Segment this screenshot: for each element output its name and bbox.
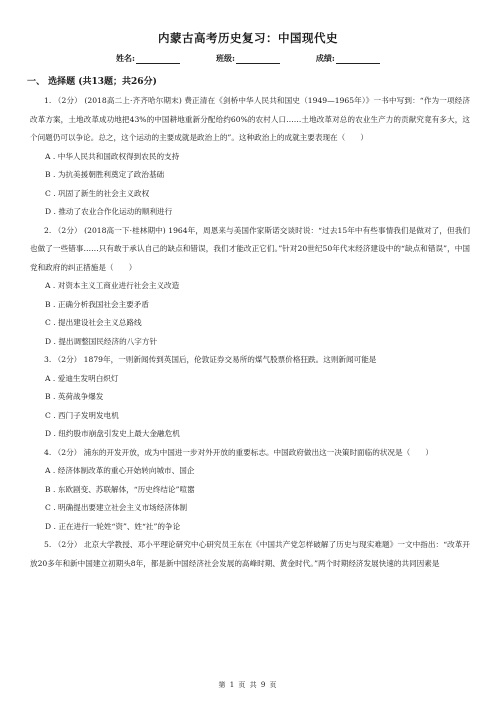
score-blank[interactable] xyxy=(336,54,380,64)
question-text: 1. （2分） (2018高二上·齐齐哈尔期末) 费正清在《剑桥中华人民共和国史（1949—1965年）》一书中写到：“作为一项经济改革方案，土地改革成功地把43%的中国耕地重新分配给约60%的农村人口……土地改革对总的农业生产力的贡献究竟有多大，这个问题仍可以争论。总之，这个运动的主要成就是政治上的”。这种政治上的成就主要表现在（ ） xyxy=(30,96,470,142)
question-text: 5. （2分） 北京大学教授、邓小平理论研究中心研究员王东在《中国共产党怎样破解了历史与现实难题》一文中指出：“改革开放20多年和新中国建立初期头8年，都是新中国经济社会发展的高峰时期、黄金时代。”两个时期经济发展快速的共同因素是 xyxy=(30,540,470,568)
option-a[interactable]: A . 中华人民共和国政权得到农民的支持 xyxy=(45,151,180,161)
question-1 xyxy=(30,92,470,222)
option-d[interactable]: D . 提出调整国民经济的八字方针 xyxy=(45,336,158,346)
option-a[interactable]: A . 对资本主义工商业进行社会主义改造 xyxy=(45,281,180,290)
question-text: 2. （2分） (2018高一下·桂林期中) 1964年，周恩来与美国作家斯诺交谈时说：“过去15年中有些事情我们是做对了，但我们也做了一些错事……只有敢于承认自己的缺点和错误，我们才能改正它们。”针对20世纪50年代末经济建设中的“缺点和错误”，中国党和政府的纠正措施是（ ） xyxy=(30,225,470,272)
name-label: 姓名: xyxy=(116,53,135,63)
option-d[interactable]: D . 正在进行一轮姓“资”、姓“社”的争论 xyxy=(45,521,181,531)
question-2 xyxy=(30,222,470,352)
question-4 xyxy=(30,444,470,537)
question-5 xyxy=(30,536,470,573)
option-a[interactable]: A . 爱迪生发明白炽灯 xyxy=(45,373,119,383)
option-a[interactable]: A . 经济体制改革的重心开始转向城市、国企 xyxy=(45,466,195,475)
option-b[interactable]: B . 为抗美援朝胜利奠定了政治基础 xyxy=(45,170,165,179)
name-blank[interactable] xyxy=(136,54,180,64)
name-field[interactable] xyxy=(116,53,180,64)
class-blank[interactable] xyxy=(236,54,280,64)
option-c[interactable]: C . 西门子发明发电机 xyxy=(45,410,119,420)
option-c[interactable]: C . 巩固了新生的社会主义政权 xyxy=(45,188,150,198)
question-3 xyxy=(30,351,470,444)
question-text: 3. （2分） 1879年，一则新闻传到英国后，伦敦证券交易所的煤气股票价格狂跌。这则新闻可能是 xyxy=(44,355,377,364)
option-c[interactable]: C . 提出建设社会主义总路线 xyxy=(45,318,142,327)
question-text: 4. （2分） 浦东的开发开放，成为中国进一步对外开放的重要标志。中国政府做出这一决策时面临的状况是（ ） xyxy=(44,447,433,457)
document-title: 内蒙古高考历史复习：中国现代史 xyxy=(158,31,338,45)
option-b[interactable]: B . 英荷战争爆发 xyxy=(45,392,104,401)
option-b[interactable]: B . 正确分析我国社会主要矛盾 xyxy=(45,299,149,309)
class-label: 班级: xyxy=(215,53,235,63)
class-field[interactable] xyxy=(216,53,280,64)
score-label: 成绩: xyxy=(315,53,335,63)
section-heading: 一、 选择题 (共13题；共26分) xyxy=(27,77,157,87)
student-info-row xyxy=(116,53,416,64)
option-d[interactable]: D . 纽约股市崩盘引发史上最大金融危机 xyxy=(45,429,180,438)
option-c[interactable]: C . 明确提出要建立社会主义市场经济体制 xyxy=(45,503,188,512)
score-field[interactable] xyxy=(316,53,380,64)
question-list xyxy=(30,92,470,573)
option-b[interactable]: B . 东欧剧变、苏联解体，“历史终结论”喧嚣 xyxy=(45,484,195,494)
option-d[interactable]: D . 推动了农业合作化运动的顺利进行 xyxy=(45,207,173,216)
page-footer: 第 1 页 共 9 页 xyxy=(218,681,278,689)
